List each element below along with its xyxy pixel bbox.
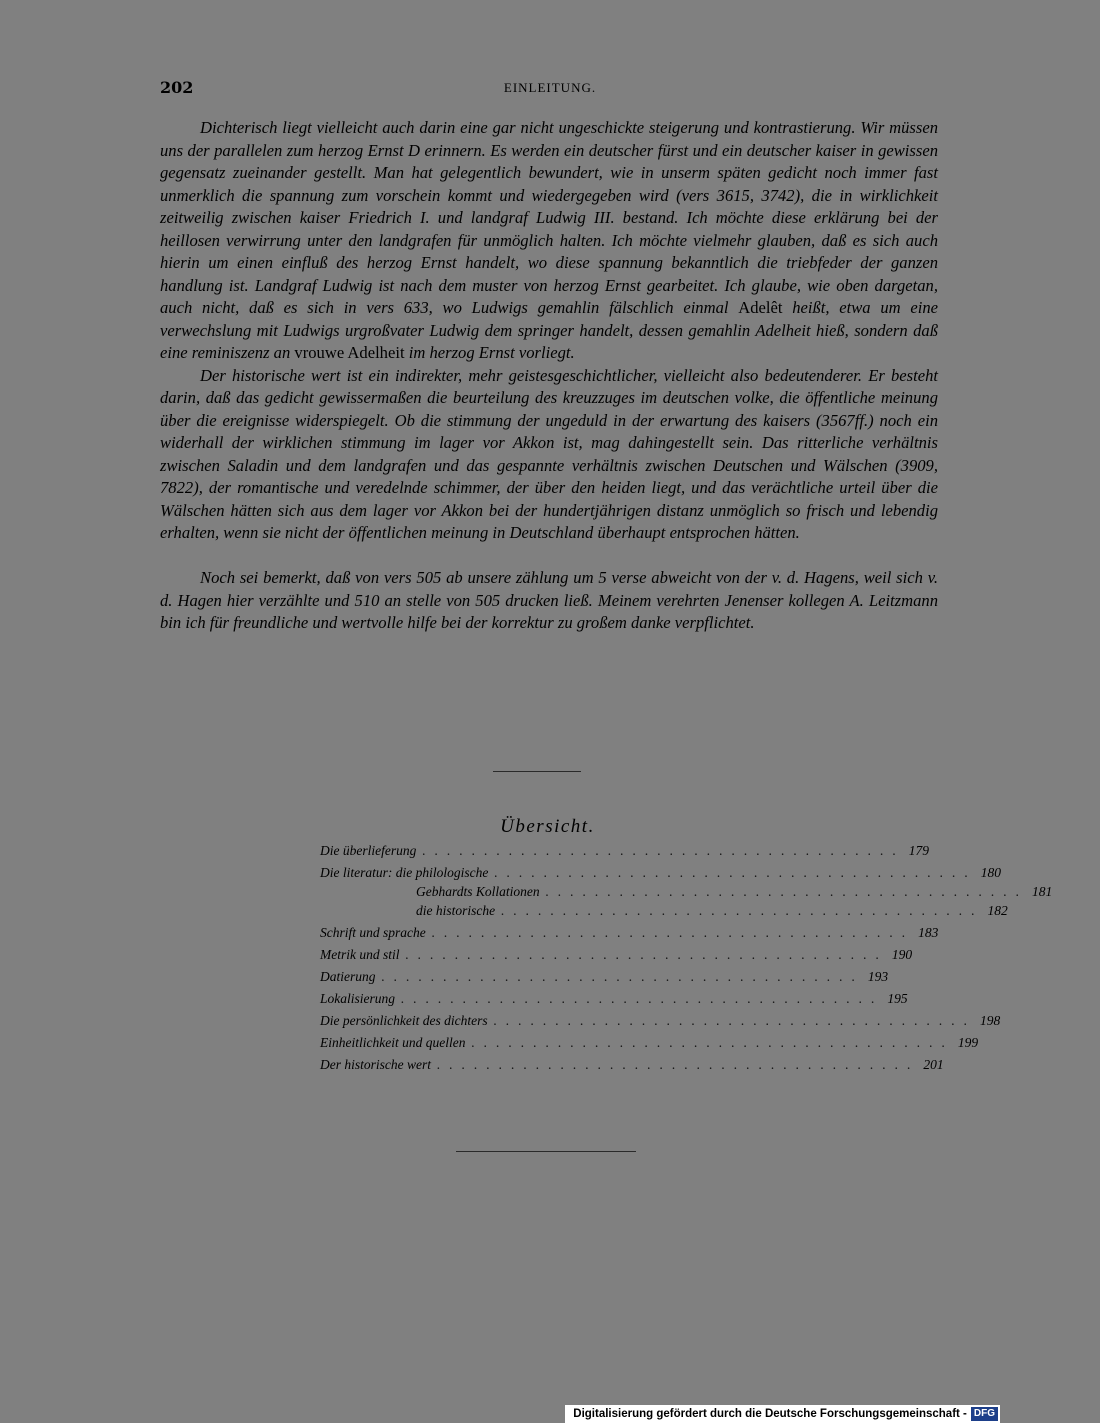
page-number: 202	[160, 78, 194, 97]
toc-entry-label: Gebhardts Kollationen	[416, 884, 540, 899]
toc-entry-label: Schrift und sprache	[320, 925, 426, 940]
toc-row	[320, 1013, 1001, 1035]
toc-leader-dots: .......................................	[545, 884, 1029, 899]
paragraph-1-upright-quote: vrouwe Adelheit	[294, 343, 405, 362]
toc-leader-dots: .......................................	[494, 865, 977, 880]
toc-entry-page: 181	[1032, 884, 1053, 899]
dfg-logo-icon: DFG	[971, 1407, 998, 1421]
toc-leader-dots: .......................................	[493, 1013, 977, 1028]
toc-row	[320, 843, 929, 865]
footer-text: Digitalisierung gefördert durch die Deutsche Forschungsgemeinschaft -	[573, 1408, 967, 1420]
toc-entry-label: Einheitlichkeit und quellen	[320, 1035, 466, 1050]
toc-entry-page: 201	[923, 1057, 944, 1072]
toc-entry-label: Datierung	[320, 969, 376, 984]
toc-row	[320, 969, 889, 991]
toc-leader-dots: .......................................	[381, 969, 865, 984]
toc-entry-page: 198	[979, 1013, 1001, 1028]
paragraph-3: Noch sei bemerkt, daß von vers 505 ab unsere zählung um 5 verse abweicht von der v. d. Hagens, weil sich v. d. Hagen hier verzählte und 510 an stelle von 505 drucken ließ. Meinem verehrten Jenenser kollegen A. Leitzmann bin ich für freundliche und wertvolle hilfe bei der korrektur zu großem danke verpflichtet.	[160, 568, 938, 632]
toc-entry-page: 179	[908, 843, 929, 858]
toc-entry-page: 195	[887, 991, 908, 1006]
toc-entry-label: Die überlieferung	[320, 843, 417, 858]
toc-entry-page: 182	[987, 903, 1008, 918]
paragraph-1-upright-name: Adelêt	[738, 298, 783, 317]
toc-entry-label: Die persönlichkeit des dichters	[320, 1013, 488, 1028]
toc-leader-dots: .......................................	[422, 843, 905, 858]
paragraph-1	[160, 117, 938, 365]
toc-row	[320, 947, 913, 969]
body-text	[160, 117, 938, 635]
paragraph-1-part-1: Dichterisch liegt vielleicht auch darin eine gar nicht ungeschickte steigerung und kontrastierung. Wir müssen uns der parallelen zum herzog Ernst D erinnern. Es werden ein deutscher fürst und ein deutscher kaiser in gewissen gegensatz zueinander gestellt. Man hat gelegentlich bewundert, wie in unserm späten gedicht noch immer fast unmerklich die spannung zum vorschein kommt und wiedergegeben wird (vers 3615, 3742), die in wirklichkeit zeitweilig zwischen kaiser Friedrich I. und landgraf Ludwig III. bestand. Ich möchte diese erklärung bei der heillosen verwirrung unter den landgrafen für unmöglich halten. Ich möchte vielmehr glauben, daß es sich auch hierin um einen einfluß des herzog Ernst handelt, wo diese spannung bekanntlich die triebfeder der ganzen handlung ist. Landgraf Ludwig ist nach dem muster von herzog Ernst gearbeitet. Ich glaube, wie oben dargetan, auch nicht, daß es sich in vers 633, wo Ludwigs gemahlin fälschlich einmal	[160, 118, 938, 317]
toc-entry-label: Der historische wert	[320, 1057, 431, 1072]
toc-leader-dots: .......................................	[437, 1057, 920, 1072]
toc-entry-page: 180	[980, 865, 1001, 880]
paragraph-1-part-3: im herzog Ernst vorliegt.	[404, 343, 575, 362]
toc-leader-dots: .......................................	[501, 903, 984, 918]
toc-leader-dots: .......................................	[405, 947, 889, 962]
separator-rule-bottom	[456, 1151, 636, 1152]
toc-leader-dots: .......................................	[401, 991, 884, 1006]
toc-entry-label: Lokalisierung	[320, 991, 396, 1006]
toc-entry-page: 199	[957, 1035, 979, 1050]
digitization-footer	[565, 1405, 1000, 1423]
table-of-contents	[320, 843, 1053, 1079]
paragraph-2: Der historische wert ist ein indirekter, mehr geistesgeschichtlicher, vielleicht also bedeutenderer. Er besteht darin, daß das gedicht gewissermaßen die beurteilung des kreuzzuges im deutschen volke, die öffentliche meinung über die ereignisse widerspiegelt. Ob die stimmung der ungeduld in der erwartung des kaisers (3567ff.) noch ein widerhall der wirklichen stimmung im lager vor Akkon ist, mag dahingestellt sein. Das ritterliche verhältnis zwischen Saladin und dem landgrafen und das gespannte verhältnis zwischen Deutschen und Wälschen (3909, 7822), der romantische und veredelnde schimmer, der über den heiden liegt, und das verächtliche urteil über die Wälschen hätten sich aus dem lager vor Akkon bei der hundertjährigen distanz unmöglich so frisch und lebendig erhalten, wenn sie nicht der öffentlichen meinung in Deutschland überhaupt entsprochen hätten.	[160, 365, 938, 542]
toc-row	[320, 925, 939, 947]
toc-row	[320, 903, 1008, 925]
toc-leader-dots: .......................................	[471, 1035, 955, 1050]
toc-title: Übersicht.	[500, 816, 595, 837]
toc-row	[320, 1035, 979, 1057]
toc-leader-dots: .......................................	[431, 925, 915, 940]
separator-rule-top	[493, 771, 581, 772]
toc-entry-label: Metrik und stil	[320, 947, 400, 962]
toc-row	[320, 865, 1001, 884]
toc-row	[320, 991, 908, 1013]
toc-row	[320, 884, 1053, 903]
toc-entry-label: die historische	[416, 903, 496, 918]
toc-entry-page: 193	[867, 969, 889, 984]
toc-entry-page: 190	[891, 947, 913, 962]
running-head: EINLEITUNG.	[503, 80, 597, 95]
toc-entry-page: 183	[918, 925, 939, 940]
toc-row	[320, 1057, 944, 1079]
paragraph-1-part-2: heißt, etwa um eine verwechslung mit Ludwigs urgroßvater Ludwig dem springer handelt, dessen gemahlin Adelheit hieß, sondern daß eine reminiszenz an	[160, 298, 938, 362]
toc-entry-label: Die literatur: die philologische	[320, 865, 489, 880]
